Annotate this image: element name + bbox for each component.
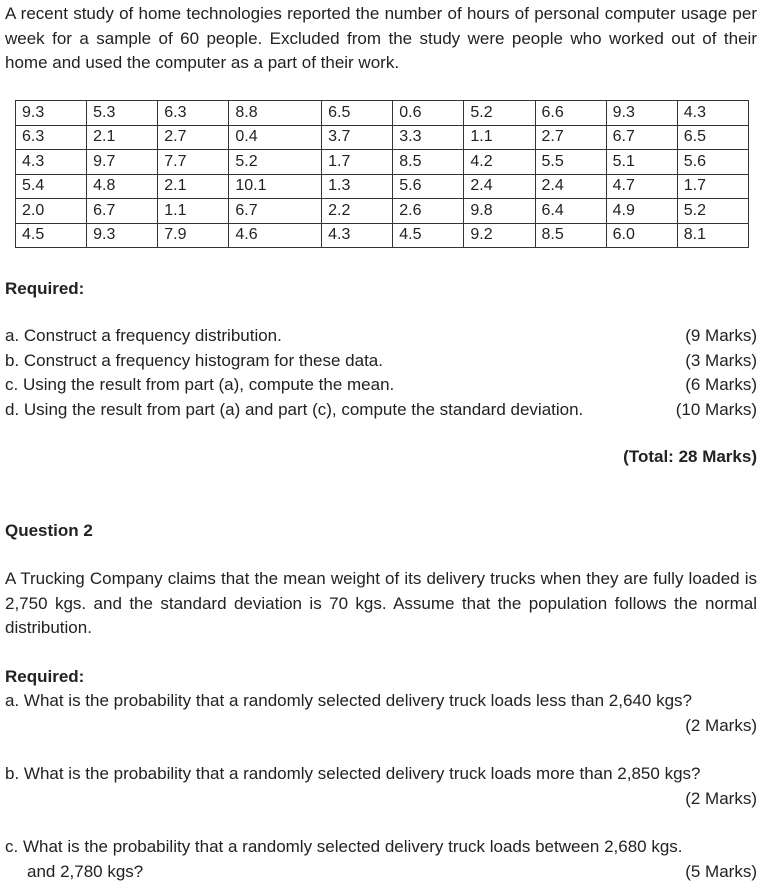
table-cell: 5.2 bbox=[464, 101, 535, 126]
q2-part-c-line2-row bbox=[5, 860, 757, 885]
table-cell: 7.7 bbox=[158, 150, 229, 175]
table-row bbox=[16, 199, 749, 224]
table-cell: 4.3 bbox=[677, 101, 748, 126]
table-cell: 2.7 bbox=[158, 125, 229, 150]
q1-part-d-text: d. Using the result from part (a) and part (c), compute the standard deviation. bbox=[5, 399, 584, 419]
table-cell: 5.5 bbox=[535, 150, 606, 175]
q2-required-label: Required: bbox=[5, 667, 85, 686]
table-cell: 4.5 bbox=[393, 223, 464, 248]
table-cell: 2.1 bbox=[158, 174, 229, 199]
table-cell: 10.1 bbox=[229, 174, 322, 199]
q1-part-b bbox=[5, 349, 757, 374]
q1-part-a-marks: (9 Marks) bbox=[685, 326, 757, 345]
table-cell: 2.6 bbox=[393, 199, 464, 224]
q2-part-a-text: a. What is the probability that a randomly selected delivery truck loads less than 2,640 kgs? bbox=[5, 691, 692, 710]
table-cell: 6.4 bbox=[535, 199, 606, 224]
q1-part-c-marks: (6 Marks) bbox=[685, 375, 757, 394]
table-cell: 4.7 bbox=[606, 174, 677, 199]
q1-part-c bbox=[5, 373, 757, 398]
q2-part-b-marks: (2 Marks) bbox=[685, 788, 757, 808]
q2-heading: Question 2 bbox=[5, 521, 93, 540]
table-cell: 6.3 bbox=[16, 125, 87, 150]
table-row bbox=[16, 101, 749, 126]
table-cell: 8.1 bbox=[677, 223, 748, 248]
table-cell: 6.5 bbox=[677, 125, 748, 150]
table-cell: 4.8 bbox=[87, 174, 158, 199]
q2-intro-paragraph: A Trucking Company claims that the mean weight of its delivery trucks when they are fully loaded is 2,750 kgs. and the standard deviation is 70 kgs. Assume that the population follows the normal distribution. bbox=[5, 569, 757, 637]
data-table-body bbox=[16, 101, 749, 248]
table-cell: 2.1 bbox=[87, 125, 158, 150]
q2-part-b bbox=[5, 762, 757, 811]
table-cell: 8.8 bbox=[229, 101, 322, 126]
table-cell: 4.3 bbox=[16, 150, 87, 175]
table-cell: 1.7 bbox=[677, 174, 748, 199]
table-cell: 9.3 bbox=[87, 223, 158, 248]
table-cell: 2.7 bbox=[535, 125, 606, 150]
table-cell: 6.7 bbox=[229, 199, 322, 224]
q2-part-a bbox=[5, 689, 757, 738]
q2-part-c bbox=[5, 835, 757, 884]
q1-part-a bbox=[5, 324, 757, 349]
q1-part-a-text: a. Construct a frequency distribution. bbox=[5, 326, 282, 345]
table-cell: 2.2 bbox=[322, 199, 393, 224]
table-cell: 5.2 bbox=[229, 150, 322, 175]
data-table bbox=[15, 100, 749, 248]
table-cell: 1.1 bbox=[464, 125, 535, 150]
q1-part-d-marks: (10 Marks) bbox=[675, 399, 757, 419]
table-row bbox=[16, 150, 749, 175]
intro-paragraph: A recent study of home technologies reported the number of hours of personal computer usage per week for a sample of 60 people. Excluded from the study were people who worked out of their home and used the computer as a part of their work. bbox=[5, 4, 757, 72]
table-cell: 9.3 bbox=[606, 101, 677, 126]
table-cell: 4.9 bbox=[606, 199, 677, 224]
table-cell: 5.6 bbox=[393, 174, 464, 199]
table-cell: 0.4 bbox=[229, 125, 322, 150]
q2-part-c-line2: and 2,780 kgs? bbox=[27, 861, 144, 881]
q2-part-c-marks: (5 Marks) bbox=[685, 861, 757, 881]
table-row bbox=[16, 223, 749, 248]
q1-part-b-marks: (3 Marks) bbox=[685, 350, 757, 370]
table-cell: 9.2 bbox=[464, 223, 535, 248]
q2-part-a-marks: (2 Marks) bbox=[685, 715, 757, 735]
table-cell: 6.3 bbox=[158, 101, 229, 126]
q1-part-b-text: b. Construct a frequency histogram for these data. bbox=[5, 350, 383, 370]
table-cell: 6.0 bbox=[606, 223, 677, 248]
table-cell: 9.8 bbox=[464, 199, 535, 224]
table-cell: 8.5 bbox=[393, 150, 464, 175]
table-cell: 5.6 bbox=[677, 150, 748, 175]
table-cell: 3.3 bbox=[393, 125, 464, 150]
table-cell: 5.3 bbox=[87, 101, 158, 126]
table-cell: 9.3 bbox=[16, 101, 87, 126]
q1-parts-list bbox=[5, 324, 757, 422]
table-cell: 2.4 bbox=[464, 174, 535, 199]
q2-part-c-line1: c. What is the probability that a randomly selected delivery truck loads between 2,680 kgs. bbox=[5, 837, 683, 856]
table-cell: 8.5 bbox=[535, 223, 606, 248]
table-cell: 6.7 bbox=[606, 125, 677, 150]
table-cell: 3.7 bbox=[322, 125, 393, 150]
table-cell: 6.5 bbox=[322, 101, 393, 126]
q1-part-c-text: c. Using the result from part (a), compute the mean. bbox=[5, 375, 395, 394]
table-cell: 5.4 bbox=[16, 174, 87, 199]
table-cell: 2.4 bbox=[535, 174, 606, 199]
q1-part-d bbox=[5, 398, 757, 423]
table-cell: 7.9 bbox=[158, 223, 229, 248]
q1-required-label: Required: bbox=[5, 279, 85, 298]
table-cell: 2.0 bbox=[16, 199, 87, 224]
table-cell: 1.1 bbox=[158, 199, 229, 224]
table-row bbox=[16, 174, 749, 199]
table-cell: 4.2 bbox=[464, 150, 535, 175]
table-cell: 6.7 bbox=[87, 199, 158, 224]
table-row bbox=[16, 125, 749, 150]
table-cell: 4.6 bbox=[229, 223, 322, 248]
q1-total-marks: (Total: 28 Marks) bbox=[623, 447, 757, 466]
table-cell: 1.7 bbox=[322, 150, 393, 175]
table-cell: 4.3 bbox=[322, 223, 393, 248]
q2-part-b-text: b. What is the probability that a randomly selected delivery truck loads more than 2,850 kgs? bbox=[5, 764, 701, 783]
table-cell: 9.7 bbox=[87, 150, 158, 175]
table-cell: 1.3 bbox=[322, 174, 393, 199]
table-cell: 0.6 bbox=[393, 101, 464, 126]
table-cell: 5.2 bbox=[677, 199, 748, 224]
table-cell: 4.5 bbox=[16, 223, 87, 248]
table-cell: 5.1 bbox=[606, 150, 677, 175]
table-cell: 6.6 bbox=[535, 101, 606, 126]
